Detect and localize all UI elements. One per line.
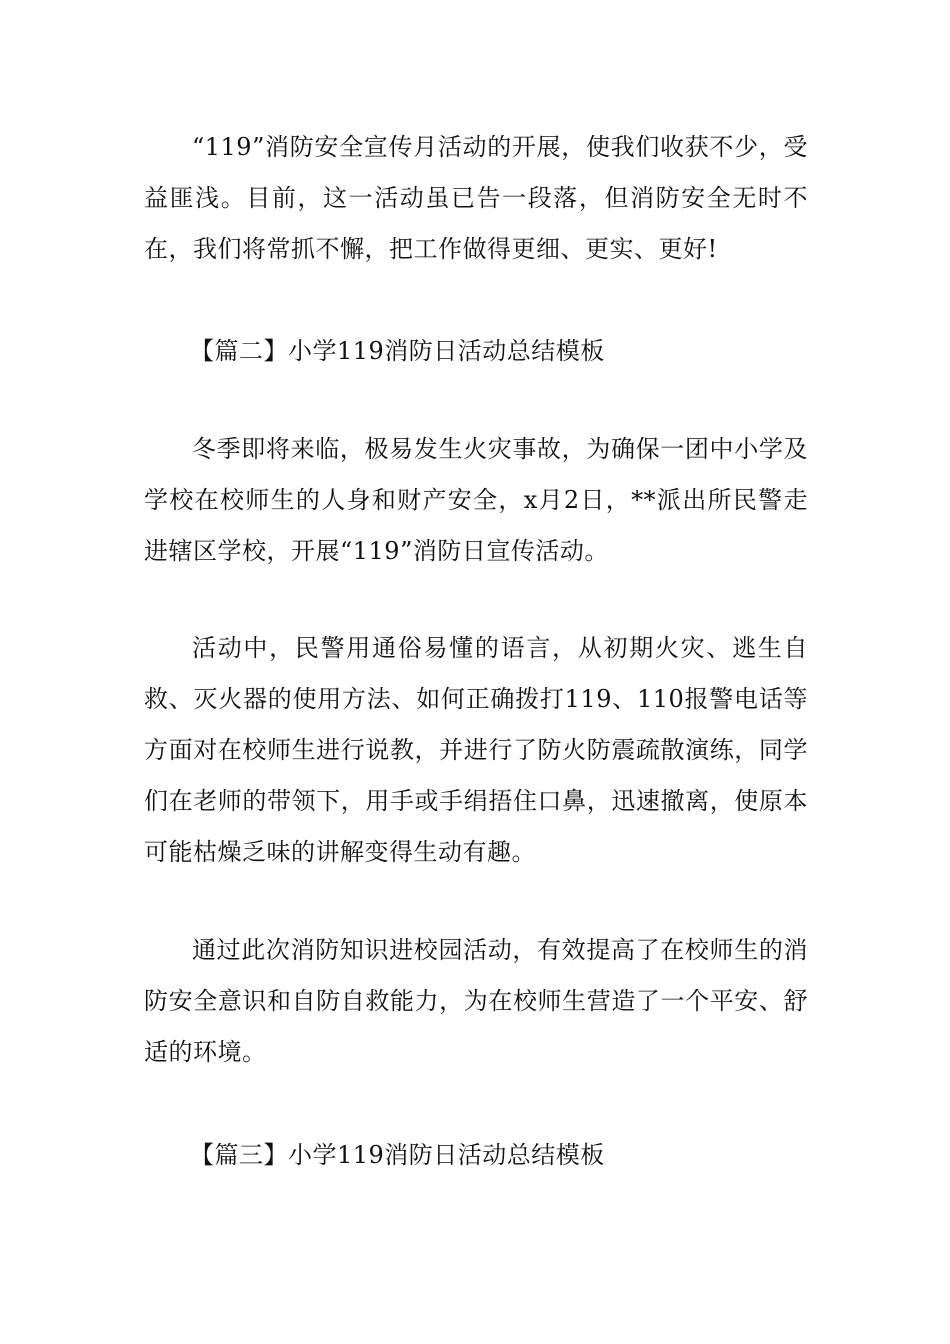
paragraph-closing: “119”消防安全宣传月活动的开展，使我们收获不少，受益匪浅。目前，这一活动虽已告一段落，但消防安全无时不在，我们将常抓不懈，把工作做得更细、更实、更好! bbox=[144, 133, 808, 263]
section-heading-part-three: 【篇三】小学119消防日活动总结模板 bbox=[190, 1141, 605, 1169]
paragraph-activity: 活动中，民警用通俗易懂的语言，从初期火灾、逃生自救、灭火器的使用方法、如何正确拨打119、110报警电话等方面对在校师生进行说教，并进行了防火防震疏散演练，同学们在老师的带领下，用手或手绢捂住口鼻，迅速撤离，使原本可能枯燥乏味的讲解变得生动有趣。 bbox=[144, 634, 808, 866]
section-heading-part-two: 【篇二】小学119消防日活动总结模板 bbox=[190, 337, 605, 365]
document-body bbox=[144, 122, 808, 1181]
paragraph-intro: 冬季即将来临，极易发生火灾事故，为确保一团中小学及学校在校师生的人身和财产安全，x月2日，**派出所民警走进辖区学校，开展“119”消防日宣传活动。 bbox=[144, 435, 808, 565]
paragraph-result: 通过此次消防知识进校园活动，有效提高了在校师生的消防安全意识和自防自救能力，为在校师生营造了一个平安、舒适的环境。 bbox=[144, 936, 808, 1066]
